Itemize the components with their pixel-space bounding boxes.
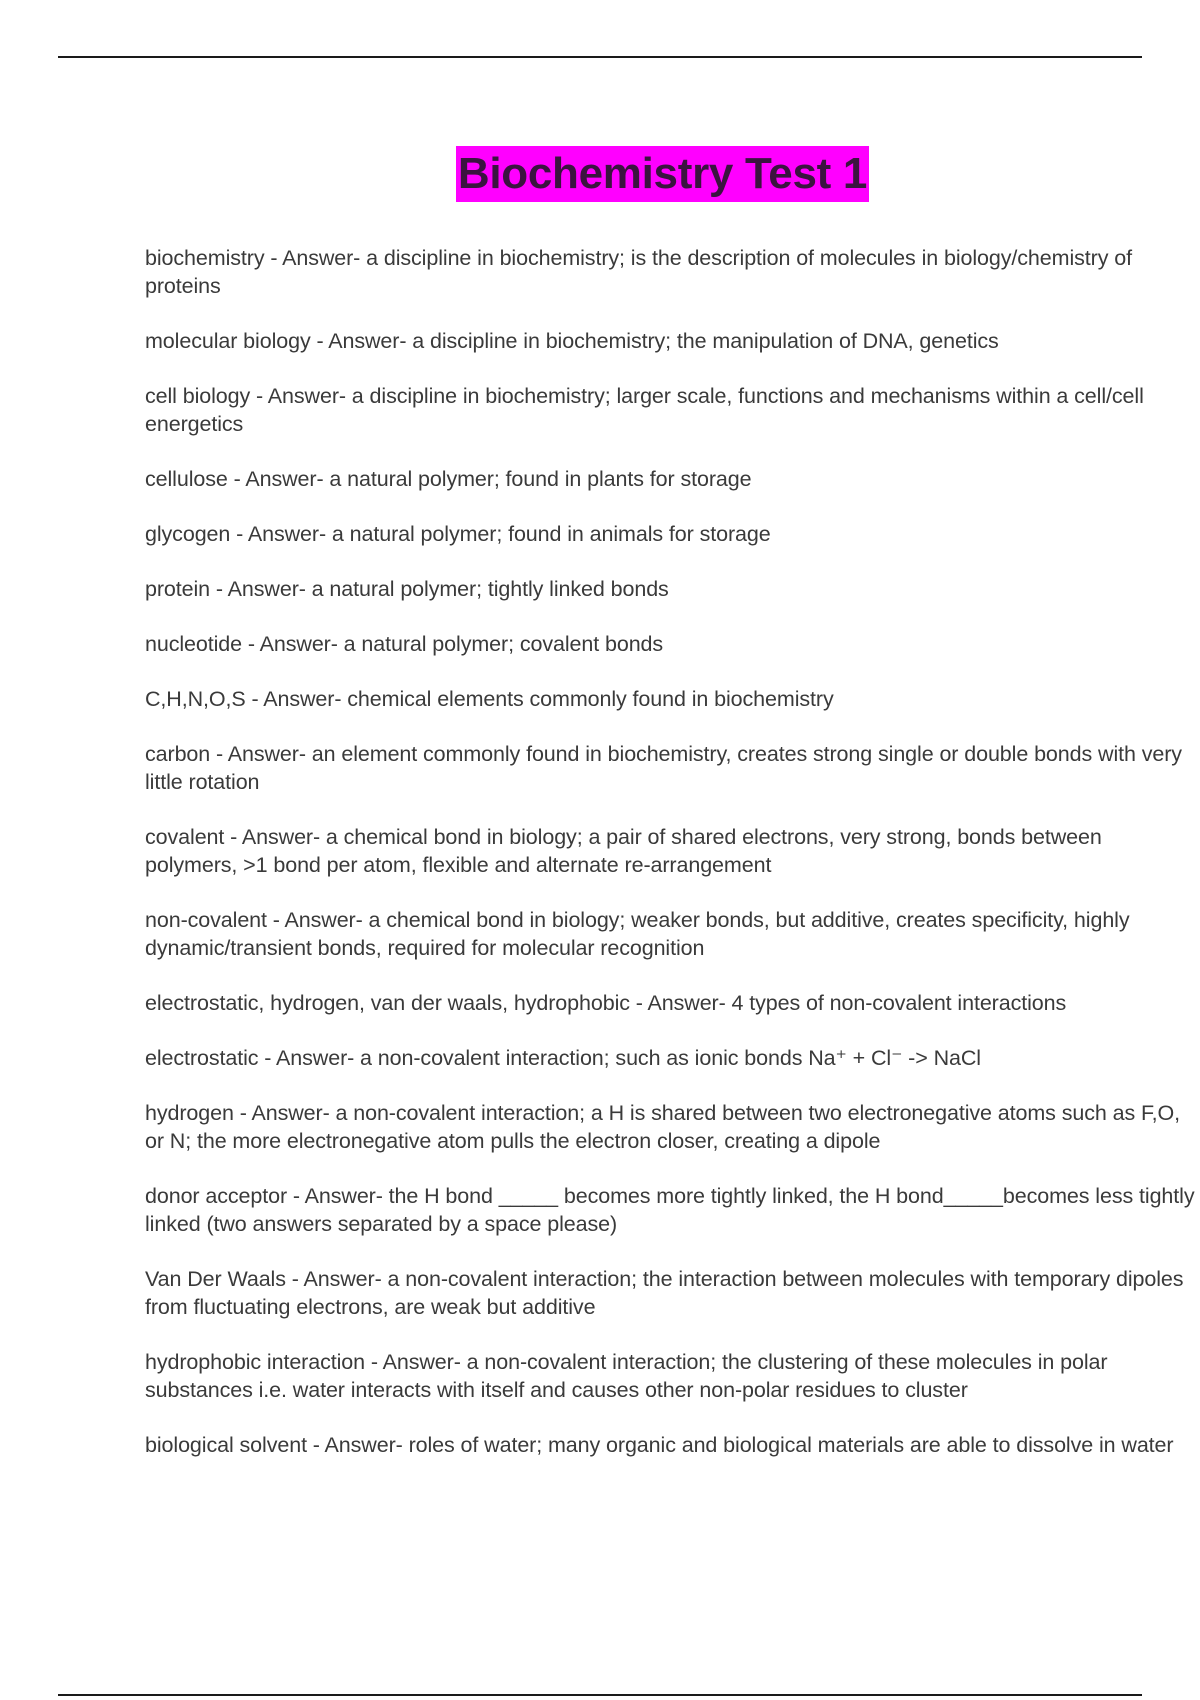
flashcard-entry: hydrophobic interaction - Answer- a non-covalent interaction; the clustering of these molecules in polar substances i.e. water interacts with itself and causes other non-polar residues to cluster [145, 1350, 1108, 1402]
bottom-rule [58, 1694, 1142, 1696]
flashcard-entry: nucleotide - Answer- a natural polymer; covalent bonds [145, 632, 664, 656]
page-title: Biochemistry Test 1 [456, 146, 869, 202]
flashcard-entry: electrostatic - Answer- a non-covalent interaction; such as ionic bonds Na⁺ + Cl⁻ -> NaCl [145, 1046, 981, 1070]
flashcard-entry: cellulose - Answer- a natural polymer; found in plants for storage [145, 467, 752, 491]
flashcard-list [145, 244, 1195, 1486]
flashcard-entry: C,H,N,O,S - Answer- chemical elements commonly found in biochemistry [145, 687, 834, 711]
flashcard-entry: hydrogen - Answer- a non-covalent interaction; a H is shared between two electronegative atoms such as F,O, or N; the more electronegative atom pulls the electron closer, creating a dipole [145, 1101, 1180, 1153]
flashcard-entry: Van Der Waals - Answer- a non-covalent interaction; the interaction between molecules with temporary dipoles from fluctuating electrons, are weak but additive [145, 1267, 1184, 1319]
top-rule [58, 56, 1142, 58]
title-container [0, 146, 1200, 202]
flashcard-entry: molecular biology - Answer- a discipline in biochemistry; the manipulation of DNA, genetics [145, 329, 999, 353]
flashcard-entry: biochemistry - Answer- a discipline in biochemistry; is the description of molecules in biology/chemistry of proteins [145, 246, 1132, 298]
flashcard-entry: donor acceptor - Answer- the H bond _____ becomes more tightly linked, the H bond_____becomes less tightly linked (two answers separated by a space please) [145, 1184, 1195, 1236]
flashcard-entry: biological solvent - Answer- roles of water; many organic and biological materials are able to dissolve in water [145, 1433, 1174, 1457]
flashcard-entry: carbon - Answer- an element commonly found in biochemistry, creates strong single or double bonds with very little rotation [145, 742, 1182, 794]
flashcard-entry: protein - Answer- a natural polymer; tightly linked bonds [145, 577, 669, 601]
flashcard-entry: covalent - Answer- a chemical bond in biology; a pair of shared electrons, very strong, bonds between polymers, >1 bond per atom, flexible and alternate re-arrangement [145, 825, 1102, 877]
flashcard-entry: electrostatic, hydrogen, van der waals, hydrophobic - Answer- 4 types of non-covalent interactions [145, 991, 1067, 1015]
flashcard-entry: cell biology - Answer- a discipline in biochemistry; larger scale, functions and mechanisms within a cell/cell energetics [145, 384, 1144, 436]
flashcard-entry: glycogen - Answer- a natural polymer; found in animals for storage [145, 522, 771, 546]
flashcard-entry: non-covalent - Answer- a chemical bond in biology; weaker bonds, but additive, creates specificity, highly dynamic/transient bonds, required for molecular recognition [145, 908, 1130, 960]
